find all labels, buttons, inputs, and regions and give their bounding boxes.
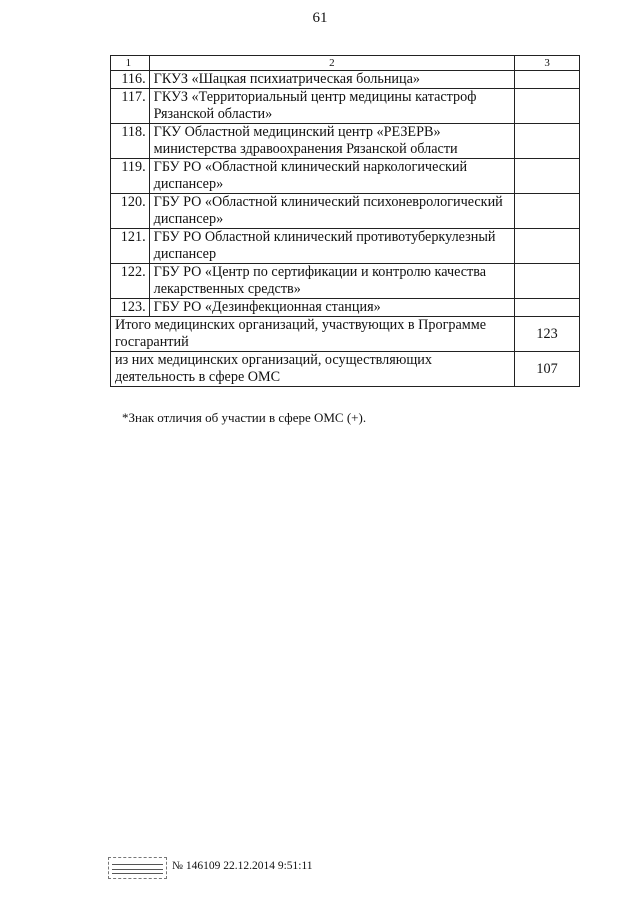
organization-name: ГБУ РО «Областной клинический психоневрологический диспансер»: [149, 194, 515, 229]
document-id: № 146109 22.12.2014 9:51:11: [172, 860, 313, 872]
organization-name: ГБУ РО «Областной клинический наркологический диспансер»: [149, 159, 515, 194]
oms-total-label: из них медицинских организаций, осуществляющих деятельность в сфере ОМС: [111, 352, 515, 387]
oms-mark: [515, 229, 580, 264]
table-row: [111, 89, 580, 124]
row-number: 117.: [111, 89, 150, 124]
table-row: [111, 71, 580, 89]
oms-mark: [515, 194, 580, 229]
header-col-2: 2: [149, 56, 515, 71]
total-label: Итого медицинских организаций, участвующих в Программе госгарантий: [111, 317, 515, 352]
table-row: [111, 159, 580, 194]
table-row: [111, 264, 580, 299]
row-number: 123.: [111, 299, 150, 317]
organization-name: ГБУ РО Областной клинический противотуберкулезный диспансер: [149, 229, 515, 264]
registration-stamp: [108, 857, 167, 879]
row-number: 120.: [111, 194, 150, 229]
page-number: 61: [312, 10, 328, 26]
total-row: [111, 317, 580, 352]
organization-name: ГБУ РО «Дезинфекционная станция»: [149, 299, 515, 317]
oms-mark: [515, 299, 580, 317]
oms-mark: [515, 264, 580, 299]
organization-name: ГБУ РО «Центр по сертификации и контролю качества лекарственных средств»: [149, 264, 515, 299]
oms-mark: [515, 159, 580, 194]
row-number: 119.: [111, 159, 150, 194]
organization-name: ГКУ Областной медицинский центр «РЕЗЕРВ» министерства здравоохранения Рязанской области: [149, 124, 515, 159]
oms-total-row: [111, 352, 580, 387]
header-col-1: 1: [111, 56, 150, 71]
footnote: *Знак отличия об участии в сфере ОМС (+).: [122, 410, 367, 425]
oms-mark: [515, 71, 580, 89]
row-number: 116.: [111, 71, 150, 89]
table-header-row: [111, 56, 580, 71]
header-col-3: 3: [515, 56, 580, 71]
oms-total-value: 107: [515, 352, 580, 387]
row-number: 122.: [111, 264, 150, 299]
organization-name: ГКУЗ «Территориальный центр медицины катастроф Рязанской области»: [149, 89, 515, 124]
row-number: 118.: [111, 124, 150, 159]
row-number: 121.: [111, 229, 150, 264]
total-value: 123: [515, 317, 580, 352]
table-row: [111, 194, 580, 229]
oms-mark: [515, 124, 580, 159]
table-row: [111, 229, 580, 264]
organization-name: ГКУЗ «Шацкая психиатрическая больница»: [149, 71, 515, 89]
organizations-table: [110, 55, 580, 387]
table-row: [111, 299, 580, 317]
table-row: [111, 124, 580, 159]
oms-mark: [515, 89, 580, 124]
